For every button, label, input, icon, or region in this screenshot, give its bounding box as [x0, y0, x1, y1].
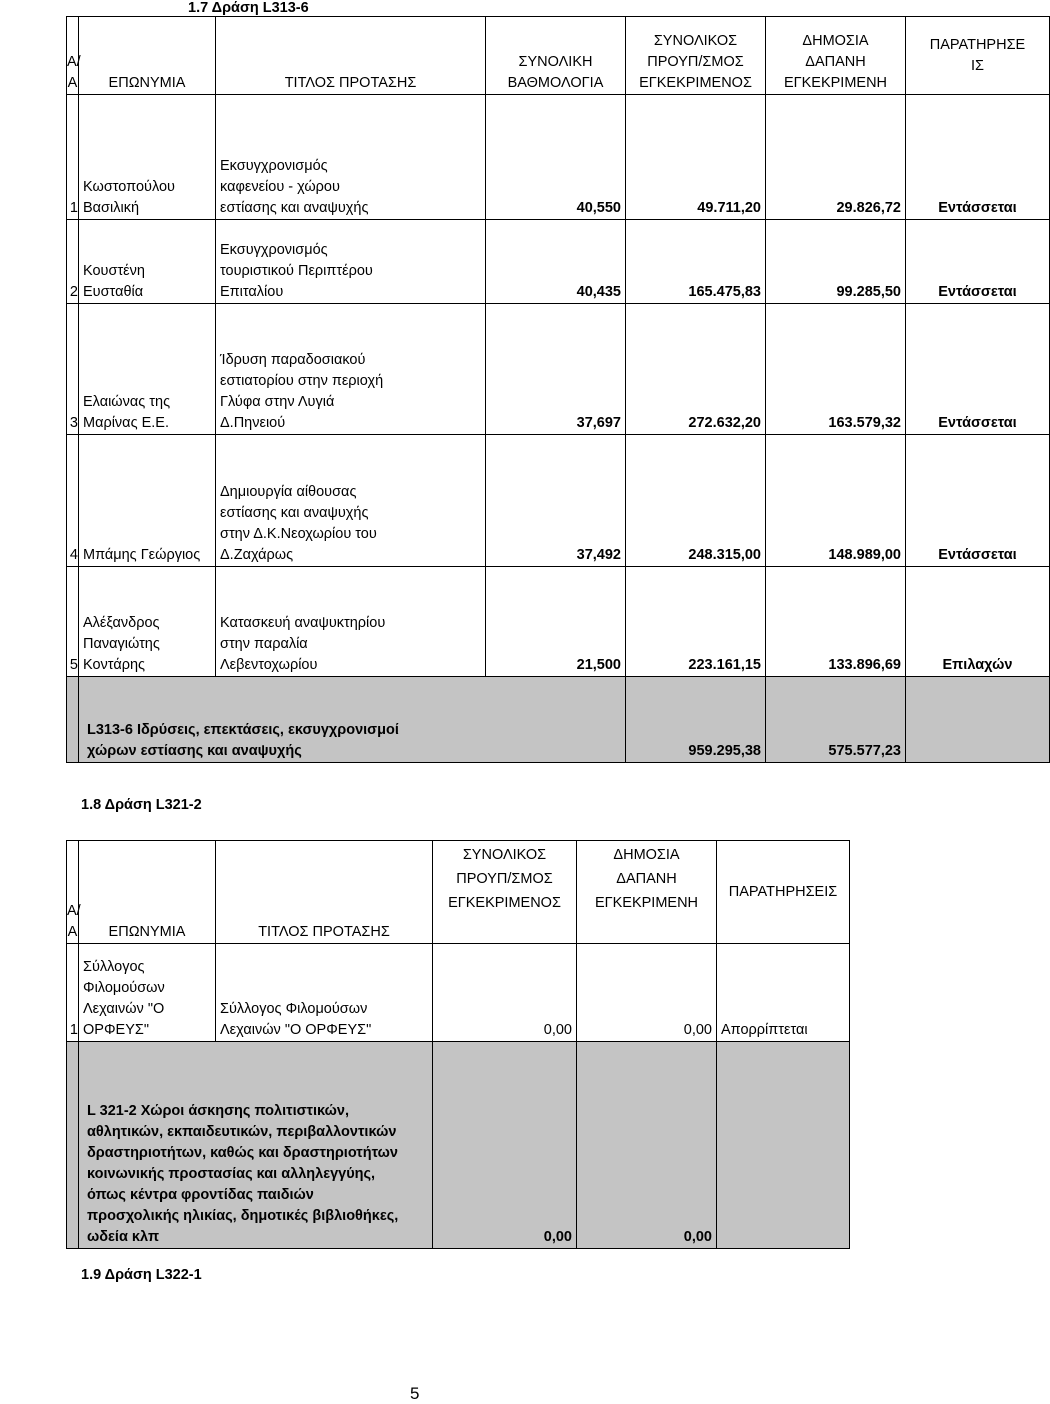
row-name: Σύλλογος Φιλομούσων Λεχαινών "Ο ΟΡΦΕΥΣ" — [83, 959, 165, 1038]
table-row — [67, 220, 1050, 304]
header-name: ΕΠΩΝΥΜΙΑ — [79, 17, 216, 95]
total-budget: 959.295,38 — [626, 677, 766, 763]
header-notes: ΠΑΡΑΤΗΡΗΣΕ ΙΣ — [929, 36, 1026, 74]
total-public: 0,00 — [577, 1042, 717, 1249]
row-proposal: Δημιουργία αίθουσας εστίασης και αναψυχής στην Δ.Κ.Νεοχωρίου του Δ.Ζαχάρως — [220, 484, 377, 563]
row-public: 133.896,69 — [766, 567, 906, 677]
header-public: ΔΗΜΟΣΙΑ ΔΑΠΑΝΗ ΕΓΚΕΚΡΙΜΕΝΗ — [783, 33, 888, 91]
header-notes: ΠΑΡΑΤΗΡΗΣΕΙΣ — [717, 841, 850, 944]
row-notes: Εντάσσεται — [906, 95, 1050, 220]
row-public: 163.579,32 — [766, 304, 906, 435]
row-notes: Εντάσσεται — [906, 220, 1050, 304]
row-aa: 2 — [67, 220, 79, 304]
row-public: 148.989,00 — [766, 435, 906, 567]
row-budget: 272.632,20 — [626, 304, 766, 435]
header-proposal: ΤΙΤΛΟΣ ΠΡΟΤΑΣΗΣ — [216, 841, 433, 944]
header-aa: Α/Α — [67, 841, 79, 944]
row-proposal: Κατασκευή αναψυκτηρίου στην παραλία Λεβεντοχωρίου — [220, 615, 386, 673]
header-public: ΔΗΜΟΣΙΑ ΔΑΠΑΝΗ ΕΓΚΕΚΡΙΜΕΝΗ — [594, 847, 699, 911]
row-name: Αλέξανδρος Παναγιώτης Κοντάρης — [83, 615, 160, 673]
row-notes: Απορρίπτεται — [717, 944, 850, 1042]
row-public: 99.285,50 — [766, 220, 906, 304]
table-l321-2 — [66, 840, 850, 1249]
row-score: 37,697 — [486, 304, 626, 435]
row-score: 21,500 — [486, 567, 626, 677]
header-budget: ΣΥΝΟΛΙΚΟΣ ΠΡΟΥΠ/ΣΜΟΣ ΕΓΚΕΚΡΙΜΕΝΟΣ — [448, 847, 561, 911]
table-total-row — [67, 677, 1050, 763]
table-row — [67, 435, 1050, 567]
row-aa: 5 — [67, 567, 79, 677]
row-budget: 165.475,83 — [626, 220, 766, 304]
row-proposal: Ίδρυση παραδοσιακού εστιατορίου στην περιοχή Γλύφα στην Λυγιά Δ.Πηνειού — [220, 352, 384, 431]
table-row — [67, 95, 1050, 220]
total-public: 575.577,23 — [766, 677, 906, 763]
row-notes: Επιλαχών — [906, 567, 1050, 677]
table-header-row — [67, 17, 1050, 95]
header-aa: Α/Α — [67, 17, 79, 95]
row-budget: 49.711,20 — [626, 95, 766, 220]
table-row — [67, 304, 1050, 435]
section-title-l313-6: 1.7 Δράση L313-6 — [188, 0, 309, 16]
row-name: Κουστένη Ευσταθία — [83, 263, 145, 300]
row-proposal: Εκσυγχρονισμός τουριστικού Περιπτέρου Επιταλίου — [220, 242, 373, 300]
row-proposal: Σύλλογος Φιλομούσων Λεχαινών "Ο ΟΡΦΕΥΣ" — [220, 1001, 372, 1038]
table-row — [67, 944, 850, 1042]
page-number: 5 — [410, 1384, 420, 1403]
row-public: 29.826,72 — [766, 95, 906, 220]
row-public: 0,00 — [577, 944, 717, 1042]
total-label: L 321-2 Χώροι άσκησης πολιτιστικών, αθλητικών, εκπαιδευτικών, περιβαλλοντικών δραστηριοτήτων, καθώς και δραστηριοτήτων κοινωνικής προστασίας και αλληλεγγύης, όπως κέντρα φροντίδας παιδιών προσχολικής ηλικίας, δημοτικές βιβλιοθήκες, ωδεία κλπ — [87, 1103, 399, 1245]
table-header-row — [67, 841, 850, 944]
row-name: Ελαιώνας της Μαρίνας Ε.Ε. — [83, 394, 171, 431]
section-title-l322-1: 1.9 Δράση L322-1 — [81, 1267, 202, 1283]
header-budget: ΣΥΝΟΛΙΚΟΣ ΠΡΟΥΠ/ΣΜΟΣ ΕΓΚΕΚΡΙΜΕΝΟΣ — [639, 33, 752, 91]
row-budget: 0,00 — [433, 944, 577, 1042]
row-proposal: Εκσυγχρονισμός καφενείου - χώρου εστίασης και αναψυχής — [220, 158, 369, 216]
row-score: 40,550 — [486, 95, 626, 220]
row-budget: 223.161,15 — [626, 567, 766, 677]
row-notes: Εντάσσεται — [906, 435, 1050, 567]
row-aa: 1 — [67, 944, 79, 1042]
row-name: Κωστοπούλου Βασιλική — [83, 179, 175, 216]
row-aa: 3 — [67, 304, 79, 435]
header-name: ΕΠΩΝΥΜΙΑ — [79, 841, 216, 944]
total-label: L313-6 Ιδρύσεις, επεκτάσεις, εκσυγχρονισμοί χώρων εστίασης και αναψυχής — [87, 722, 399, 759]
header-score: ΣΥΝΟΛΙΚΗ ΒΑΘΜΟΛΟΓΙΑ — [507, 54, 604, 91]
section-title-l321-2: 1.8 Δράση L321-2 — [81, 797, 202, 813]
row-score: 40,435 — [486, 220, 626, 304]
table-row — [67, 567, 1050, 677]
total-budget: 0,00 — [433, 1042, 577, 1249]
row-aa: 1 — [67, 95, 79, 220]
table-l313-6 — [66, 16, 1050, 763]
table-total-row — [67, 1042, 850, 1249]
header-proposal: ΤΙΤΛΟΣ ΠΡΟΤΑΣΗΣ — [216, 17, 486, 95]
row-aa: 4 — [67, 435, 79, 567]
row-name: Μπάμης Γεώργιος — [83, 547, 201, 563]
row-budget: 248.315,00 — [626, 435, 766, 567]
row-notes: Εντάσσεται — [906, 304, 1050, 435]
row-score: 37,492 — [486, 435, 626, 567]
